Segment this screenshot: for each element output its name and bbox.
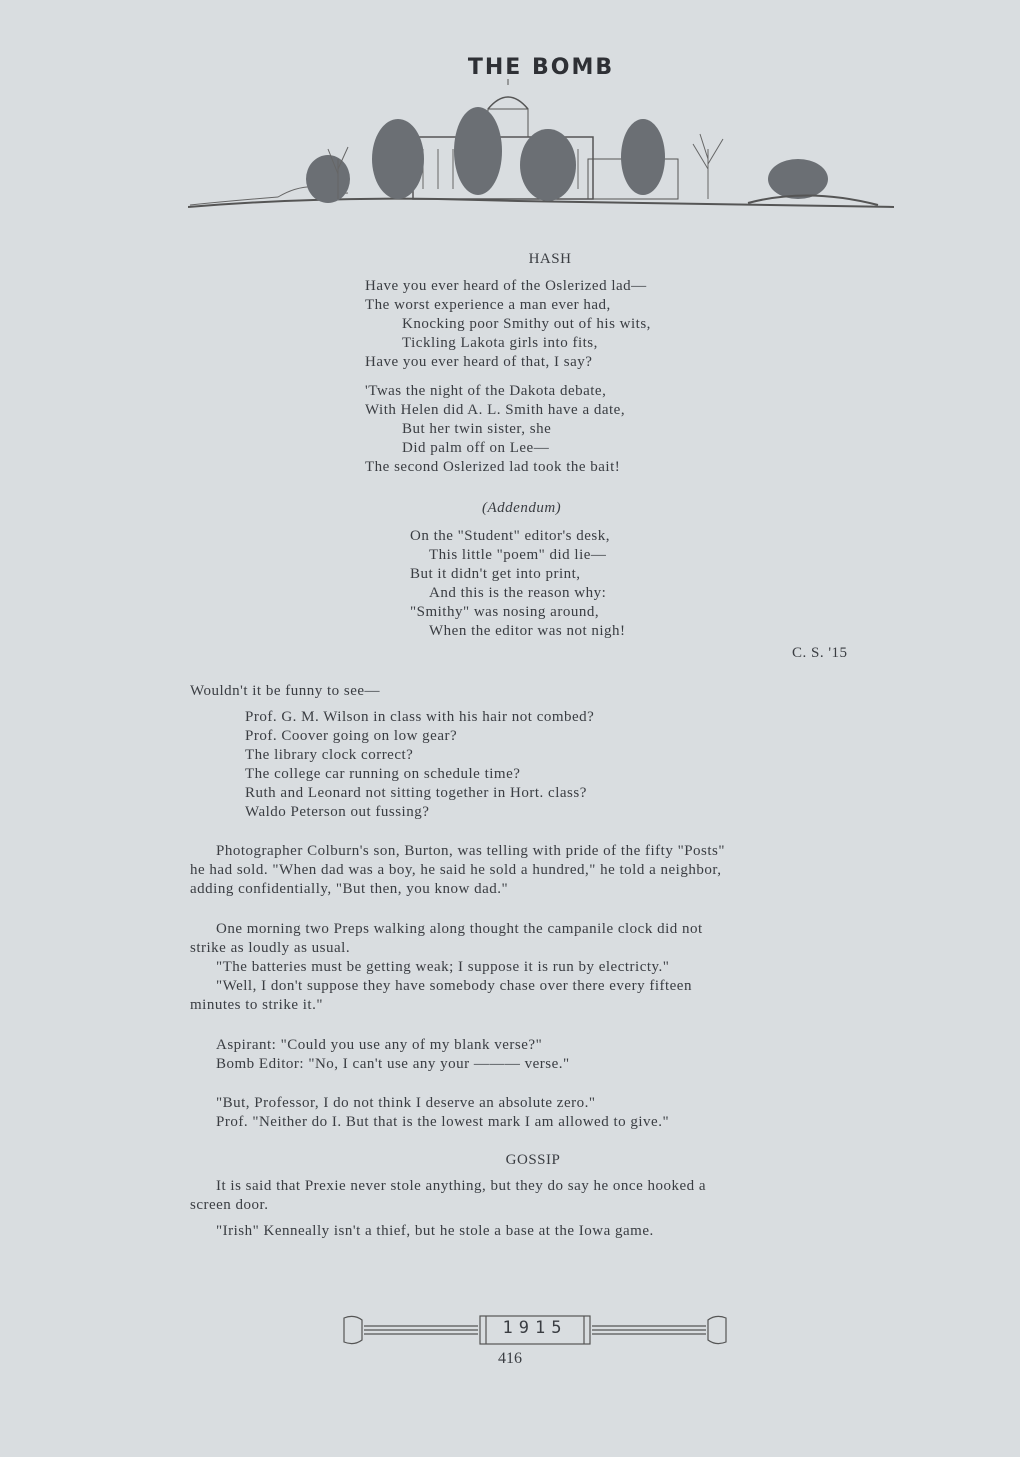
paragraph-line: strike as loudly as usual.: [190, 940, 351, 956]
verse-line: "Smithy" was nosing around,: [410, 604, 600, 620]
paragraph-line: Photographer Colburn's son, Burton, was telling with pride of the fifty "Posts": [216, 843, 725, 859]
dialogue-line: "But, Professor, I do not think I deserve an absolute zero.": [216, 1095, 596, 1111]
footer-ornament: [340, 1310, 730, 1350]
verse-line: But it didn't get into print,: [410, 566, 581, 582]
verse-line: The worst experience a man ever had,: [365, 297, 611, 313]
header-title: THE BOMB: [467, 55, 615, 80]
campus-illustration: [188, 79, 894, 215]
signature: C. S. '15: [792, 645, 848, 661]
footer-year: 1915: [502, 1318, 568, 1338]
verse-line: When the editor was not nigh!: [429, 623, 626, 639]
verse-line: This little "poem" did lie—: [429, 547, 607, 563]
verse-line: Did palm off on Lee—: [402, 440, 550, 456]
list-item: The library clock correct?: [245, 747, 414, 763]
hash-title: HASH: [528, 251, 572, 267]
list-item: Waldo Peterson out fussing?: [245, 804, 430, 820]
dialogue-line: Prof. "Neither do I. But that is the lowest mark I am allowed to give.": [216, 1114, 670, 1130]
paragraph-line: adding confidentially, "But then, you know dad.": [190, 881, 509, 897]
addendum-title: (Addendum): [482, 500, 562, 516]
gossip-title: GOSSIP: [505, 1152, 561, 1168]
verse-line: The second Oslerized lad took the bait!: [365, 459, 621, 475]
verse-line: Knocking poor Smithy out of his wits,: [402, 316, 651, 332]
list-item: Prof. G. M. Wilson in class with his hair not combed?: [245, 709, 595, 725]
list-item: Ruth and Leonard not sitting together in Hort. class?: [245, 785, 587, 801]
verse-line: 'Twas the night of the Dakota debate,: [365, 383, 607, 399]
verse-line: With Helen did A. L. Smith have a date,: [365, 402, 626, 418]
verse-line: Have you ever heard of the Oslerized lad—: [365, 278, 647, 294]
dialogue-line: Aspirant: "Could you use any of my blank verse?": [216, 1037, 543, 1053]
verse-line: And this is the reason why:: [429, 585, 607, 601]
dialogue-line: Bomb Editor: "No, I can't use any your ——— verse.": [216, 1056, 570, 1072]
list-item: Prof. Coover going on low gear?: [245, 728, 458, 744]
funny-intro: Wouldn't it be funny to see—: [190, 683, 381, 699]
paragraph-line: minutes to strike it.": [190, 997, 323, 1013]
paragraph-line: "Well, I don't suppose they have somebody chase over there every fifteen: [216, 978, 692, 994]
page-header: [188, 55, 894, 215]
paragraph-line: "The batteries must be getting weak; I suppose it is run by electricty.": [216, 959, 670, 975]
paragraph-line: he had sold. "When dad was a boy, he said he sold a hundred," he told a neighbor,: [190, 862, 722, 878]
paragraph-line: "Irish" Kenneally isn't a thief, but he stole a base at the Iowa game.: [216, 1223, 654, 1239]
paragraph-line: screen door.: [190, 1197, 269, 1213]
verse-line: Tickling Lakota girls into fits,: [402, 335, 598, 351]
verse-line: But her twin sister, she: [402, 421, 552, 437]
paragraph-line: One morning two Preps walking along thought the campanile clock did not: [216, 921, 703, 937]
paragraph-line: It is said that Prexie never stole anything, but they do say he once hooked a: [216, 1178, 707, 1194]
page-number: 416: [498, 1350, 522, 1367]
verse-line: Have you ever heard of that, I say?: [365, 354, 593, 370]
verse-line: On the "Student" editor's desk,: [410, 528, 611, 544]
list-item: The college car running on schedule time?: [245, 766, 521, 782]
